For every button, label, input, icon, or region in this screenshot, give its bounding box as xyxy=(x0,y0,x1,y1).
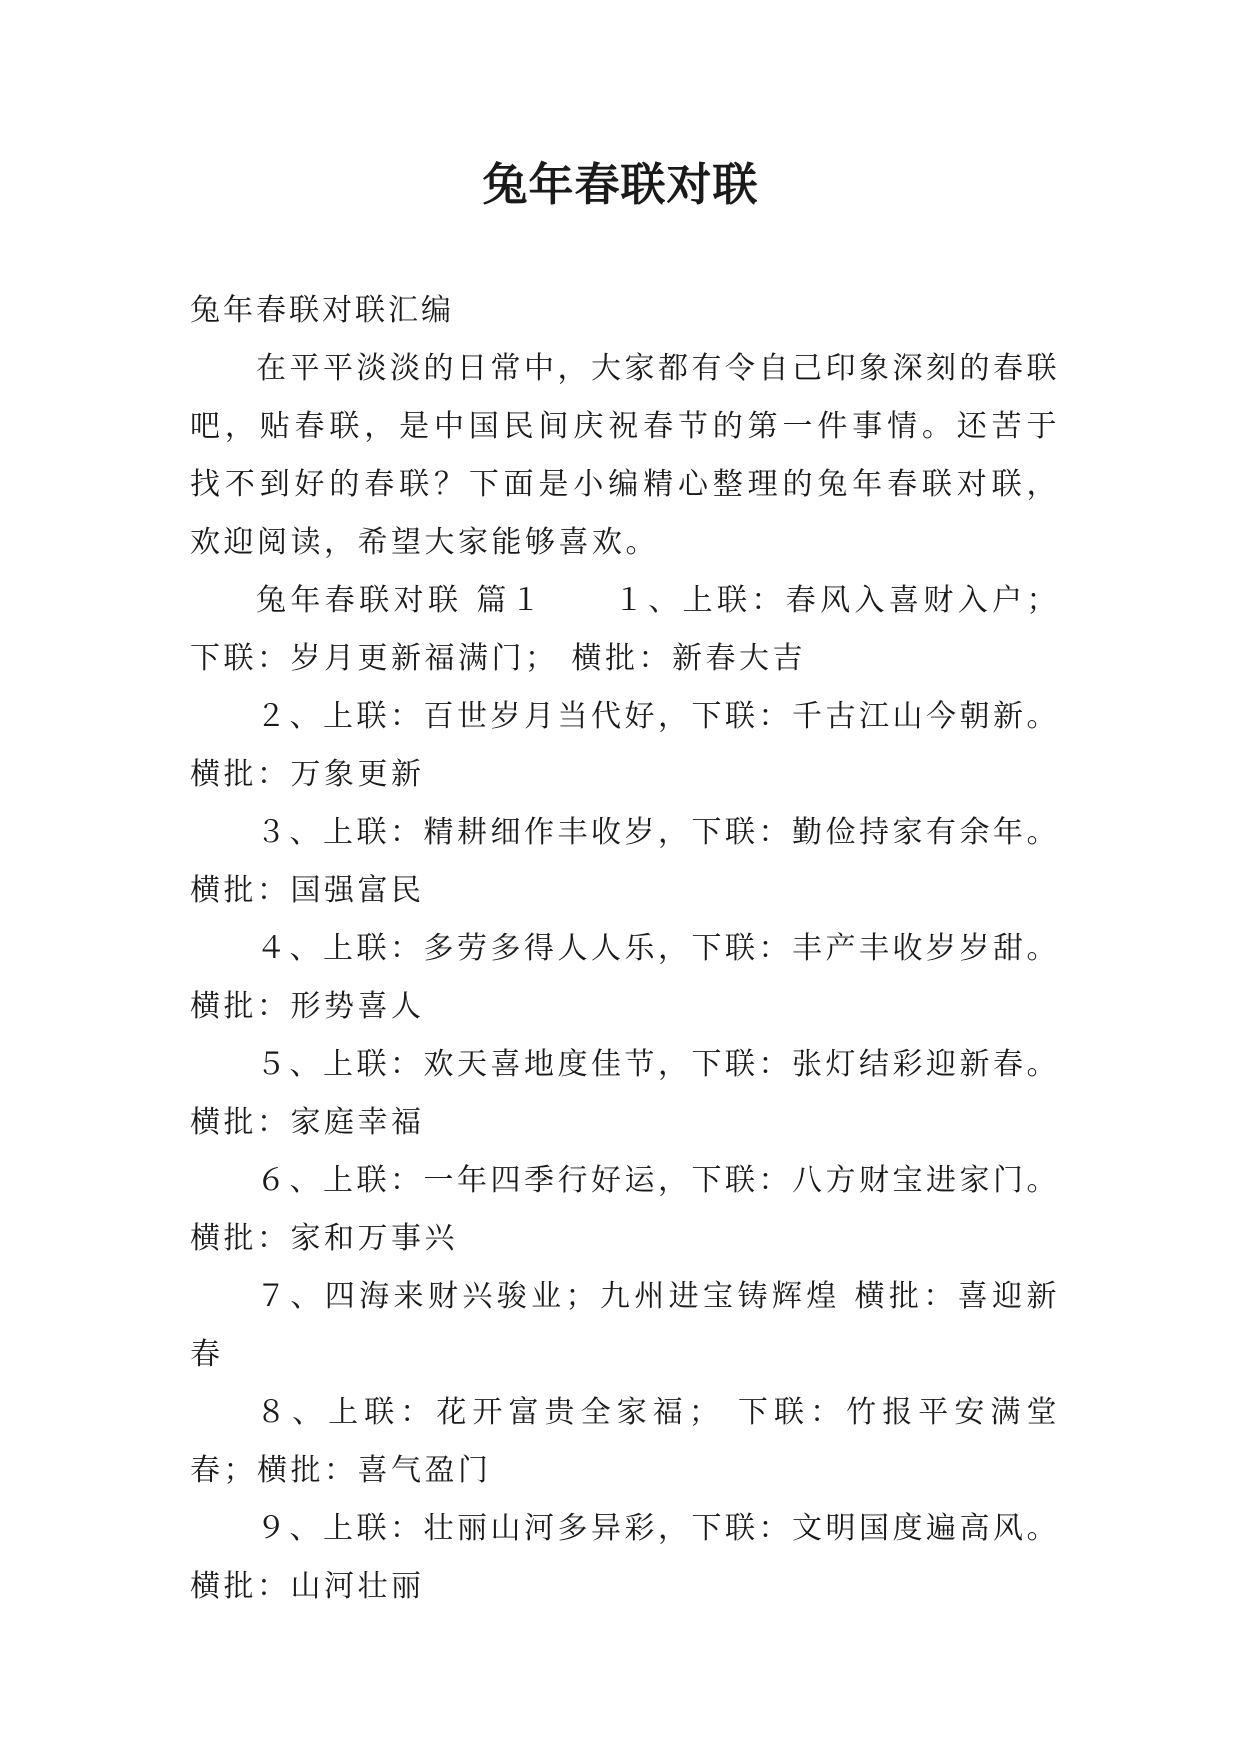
paragraph-intro: 在平平淡淡的日常中，大家都有令自己印象深刻的春联吧，贴春联，是中国民间庆祝春节的第一件事情。还苦于找不到好的春联？下面是小编精心整理的兔年春联对联，欢迎阅读，希望大家能够喜欢。 xyxy=(190,351,1060,560)
paragraph-couplet-4: ４、上联：多劳多得人人乐，下联：丰产丰收岁岁甜。横批：形势喜人 xyxy=(190,931,1060,1024)
paragraph-couplet-6: ６、上联：一年四季行好运，下联：八方财宝进家门。横批：家和万事兴 xyxy=(190,1163,1060,1256)
paragraph-couplet-8: ８、上联：花开富贵全家福； 下联：竹报平安满堂春；横批：喜气盈门 xyxy=(190,1395,1060,1488)
document-body xyxy=(190,282,1060,1616)
paragraph-couplet-1: 兔年春联对联 篇１ １、上联：春风入喜财入户； 下联：岁月更新福满门； 横批：新春大吉 xyxy=(190,583,1060,676)
document-subtitle: 兔年春联对联汇编 xyxy=(190,293,454,328)
paragraph-couplet-5: ５、上联：欢天喜地度佳节，下联：张灯结彩迎新春。横批：家庭幸福 xyxy=(190,1047,1060,1140)
paragraph-couplet-2: ２、上联：百世岁月当代好，下联：千古江山今朝新。横批：万象更新 xyxy=(190,699,1060,792)
paragraph-couplet-3: ３、上联：精耕细作丰收岁，下联：勤俭持家有余年。横批：国强富民 xyxy=(190,815,1060,908)
paragraph-couplet-7: ７、四海来财兴骏业；九州进宝铸辉煌 横批：喜迎新春 xyxy=(190,1279,1060,1372)
document-title: 兔年春联对联 xyxy=(482,158,759,211)
paragraph-couplet-9: ９、上联：壮丽山河多异彩，下联：文明国度遍高风。横批：山河壮丽 xyxy=(190,1511,1060,1604)
